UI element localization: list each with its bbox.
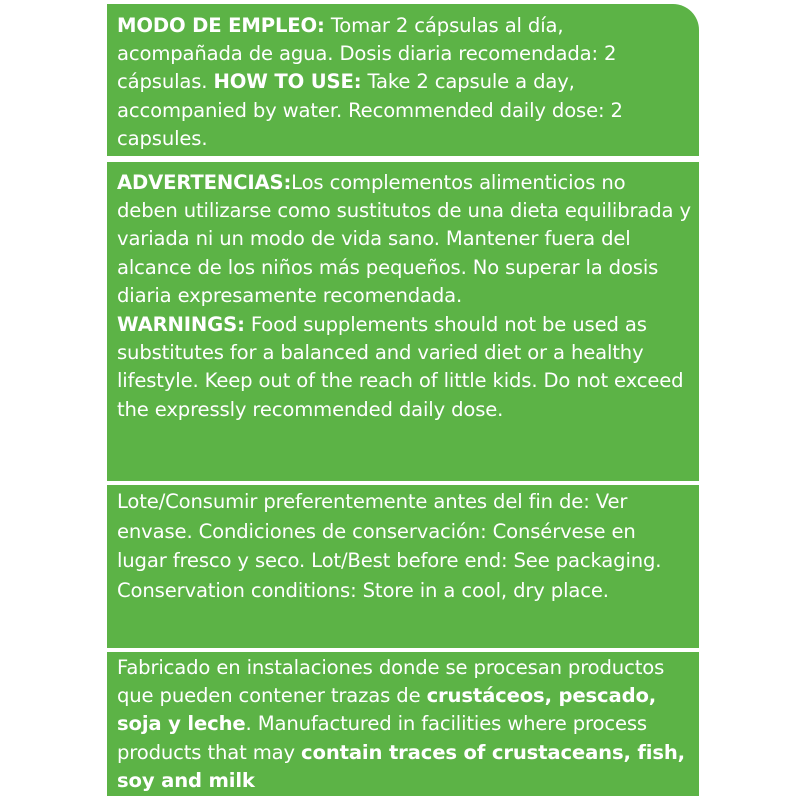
allergens-section	[107, 652, 699, 796]
usage-en-text: Take 2 capsule a day, accompanied by water. Recommended daily dose: 2 capsules.	[117, 70, 623, 150]
warnings-en-text: Food supplements should not be used as substitutes for a balanced and varied diet or a healthy lifestyle. Keep out of the reach of little kids. Do not exceed the expressly recommended daily dose.	[117, 313, 684, 421]
usage-en-heading: HOW TO USE:	[213, 70, 362, 94]
warnings-en-heading: WARNINGS:	[117, 313, 245, 337]
allergens-en-text: . Manufactured in facilities where process products that may	[117, 712, 647, 764]
storage-text: Lote/Consumir preferentemente antes del fin de: Ver envase. Condiciones de conservación: Consérvese en lugar fresco y seco. Lot/Best before end: See packaging. Conservation conditions: Store in a cool, dry place.	[117, 490, 662, 602]
usage-es-text: Tomar 2 cápsulas al día, acompañada de agua. Dosis diaria recomendada: 2 cápsulas.	[117, 14, 617, 94]
product-label	[107, 4, 699, 796]
warnings-es-paragraph	[117, 169, 691, 310]
warnings-es-text: Los complementos alimenticios no deben utilizarse como sustitutos de una dieta equilibrada y variada ni un modo de vida sano. Mantener fuera del alcance de los niños más pequeños. No superar la dosis diaria expresamente recomendada.	[117, 171, 691, 307]
usage-es-heading: MODO DE EMPLEO:	[117, 14, 325, 37]
warnings-section	[107, 162, 699, 481]
allergens-es-text: Fabricado en instalaciones donde se procesan productos que pueden contener trazas de	[117, 656, 665, 708]
allergens-paragraph	[117, 654, 691, 795]
storage-section	[107, 485, 699, 648]
usage-paragraph	[117, 12, 691, 153]
warnings-en-paragraph	[117, 311, 691, 424]
usage-section	[107, 4, 699, 156]
warnings-es-heading: ADVERTENCIAS:	[117, 171, 292, 194]
allergens-en-bold: contain traces of crustaceans, fish, soy and milk	[117, 740, 685, 792]
allergens-es-bold: crustáceos, pescado, soja y leche	[117, 684, 657, 736]
